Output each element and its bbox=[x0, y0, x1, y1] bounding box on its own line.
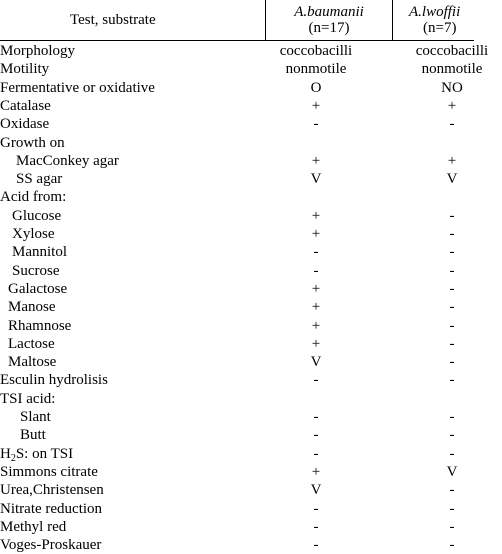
table-row bbox=[0, 481, 474, 499]
test-label: Rhamnose bbox=[8, 317, 72, 334]
table-row bbox=[0, 408, 474, 426]
table-row bbox=[0, 280, 474, 298]
value-a-baumanii: coccobacilli bbox=[279, 43, 353, 59]
table-row bbox=[0, 500, 474, 518]
test-label: Voges-Proskauer bbox=[0, 537, 102, 554]
test-label: Methyl red bbox=[0, 518, 67, 535]
table-row bbox=[0, 207, 474, 225]
header-test-substrate: Test, substrate bbox=[70, 12, 156, 28]
value-a-lwoffii: - bbox=[449, 244, 455, 261]
test-label: Nitrate reduction bbox=[0, 500, 103, 517]
value-a-baumanii: - bbox=[313, 518, 319, 535]
table-row bbox=[0, 426, 474, 444]
value-a-baumanii: - bbox=[313, 537, 319, 554]
value-a-baumanii: - bbox=[313, 244, 319, 261]
test-label: Simmons citrate bbox=[0, 463, 98, 480]
value-a-lwoffii: NO bbox=[441, 79, 463, 96]
table-row bbox=[0, 536, 474, 554]
test-label: Catalase bbox=[0, 97, 51, 114]
test-label: Growth on bbox=[0, 134, 65, 151]
value-a-baumanii: + bbox=[311, 280, 321, 297]
table-row bbox=[0, 371, 474, 389]
value-a-lwoffii: - bbox=[449, 335, 455, 352]
value-a-lwoffii: + bbox=[447, 152, 457, 169]
test-label: $H_2S$: on TSI bbox=[0, 445, 74, 464]
header-col1-species: A.baumanii bbox=[294, 4, 364, 20]
table-row bbox=[0, 79, 474, 97]
test-label: Lactose bbox=[8, 335, 55, 352]
value-a-lwoffii: - bbox=[449, 409, 455, 425]
table-row bbox=[0, 188, 474, 206]
value-a-baumanii: + bbox=[311, 299, 321, 316]
value-a-lwoffii: V bbox=[446, 171, 458, 188]
value-a-baumanii: + bbox=[311, 97, 321, 114]
table-row bbox=[0, 60, 483, 78]
value-a-lwoffii: - bbox=[449, 427, 455, 444]
value-a-baumanii: - bbox=[313, 262, 319, 279]
test-label: Morphology bbox=[0, 43, 75, 59]
test-label: Galactose bbox=[8, 280, 68, 297]
table-row bbox=[0, 463, 474, 481]
table-row bbox=[0, 152, 474, 170]
table-row bbox=[0, 298, 474, 316]
value-a-lwoffii: - bbox=[449, 116, 455, 133]
table-row bbox=[0, 317, 474, 335]
test-label: Oxidase bbox=[0, 116, 50, 133]
value-a-baumanii: - bbox=[313, 372, 319, 389]
value-a-lwoffii: - bbox=[449, 500, 455, 517]
value-a-lwoffii: + bbox=[447, 97, 457, 114]
value-a-lwoffii: V bbox=[446, 463, 458, 480]
value-a-lwoffii: - bbox=[449, 354, 455, 371]
value-a-baumanii: - bbox=[313, 427, 319, 444]
test-label: Fermentative or oxidative bbox=[0, 79, 155, 96]
value-a-baumanii: V bbox=[310, 354, 322, 371]
value-a-lwoffii: nonmotile bbox=[421, 61, 483, 78]
table-row bbox=[0, 390, 474, 408]
table-row bbox=[0, 335, 474, 353]
table-row bbox=[0, 225, 474, 243]
table-row bbox=[0, 243, 474, 261]
value-a-lwoffii: - bbox=[449, 445, 455, 462]
value-a-baumanii: nonmotile bbox=[285, 61, 347, 78]
value-a-baumanii: + bbox=[311, 152, 321, 169]
value-a-baumanii: O bbox=[310, 79, 322, 96]
header-col2-count: (n=7) bbox=[423, 20, 457, 36]
header-rule bbox=[0, 40, 474, 41]
header-divider-right bbox=[392, 0, 393, 40]
value-a-lwoffii: - bbox=[449, 372, 455, 389]
value-a-baumanii: - bbox=[313, 409, 319, 425]
value-a-lwoffii: - bbox=[449, 317, 455, 334]
value-a-baumanii: + bbox=[311, 226, 321, 242]
value-a-baumanii: + bbox=[311, 207, 321, 224]
test-label: Motility bbox=[0, 61, 50, 78]
value-a-lwoffii: - bbox=[449, 482, 455, 499]
test-label: Esculin hydrolisis bbox=[0, 372, 108, 389]
test-label: Urea,Christensen bbox=[0, 482, 104, 499]
value-a-lwoffii: - bbox=[449, 262, 455, 279]
value-a-baumanii: + bbox=[311, 335, 321, 352]
test-label: Butt bbox=[20, 427, 46, 444]
table-row bbox=[0, 42, 489, 60]
test-label: Xylose bbox=[12, 226, 55, 242]
header-col2-species: A.lwoffii bbox=[409, 4, 461, 20]
test-label: MacConkey agar bbox=[16, 152, 119, 169]
table-row bbox=[0, 353, 474, 371]
value-a-lwoffii: - bbox=[449, 207, 455, 224]
value-a-lwoffii: - bbox=[449, 537, 455, 554]
test-label: Maltose bbox=[8, 354, 57, 371]
table-row bbox=[0, 445, 474, 463]
table-row bbox=[0, 134, 474, 152]
value-a-lwoffii: - bbox=[449, 518, 455, 535]
value-a-baumanii: - bbox=[313, 500, 319, 517]
test-label: Glucose bbox=[12, 207, 62, 224]
value-a-baumanii: + bbox=[311, 317, 321, 334]
test-label: Manose bbox=[8, 299, 56, 316]
value-a-lwoffii: - bbox=[449, 299, 455, 316]
value-a-baumanii: - bbox=[313, 445, 319, 462]
value-a-baumanii: V bbox=[310, 171, 322, 188]
test-label: Slant bbox=[20, 409, 51, 425]
test-label: SS agar bbox=[16, 171, 63, 188]
table-row bbox=[0, 115, 474, 133]
test-label: TSI acid: bbox=[0, 390, 56, 407]
table-row bbox=[0, 170, 474, 188]
value-a-baumanii: + bbox=[311, 463, 321, 480]
test-label: Mannitol bbox=[12, 244, 67, 261]
table-row bbox=[0, 262, 474, 280]
test-label: Acid from: bbox=[0, 189, 67, 206]
value-a-lwoffii: - bbox=[449, 280, 455, 297]
table-row bbox=[0, 97, 474, 115]
value-a-baumanii: V bbox=[310, 482, 322, 499]
value-a-lwoffii: coccobacilli bbox=[415, 43, 489, 59]
header-col1-count: (n=17) bbox=[308, 20, 350, 36]
test-label: Sucrose bbox=[12, 262, 60, 279]
value-a-lwoffii: - bbox=[449, 226, 455, 242]
table-row bbox=[0, 518, 474, 536]
value-a-baumanii: - bbox=[313, 116, 319, 133]
